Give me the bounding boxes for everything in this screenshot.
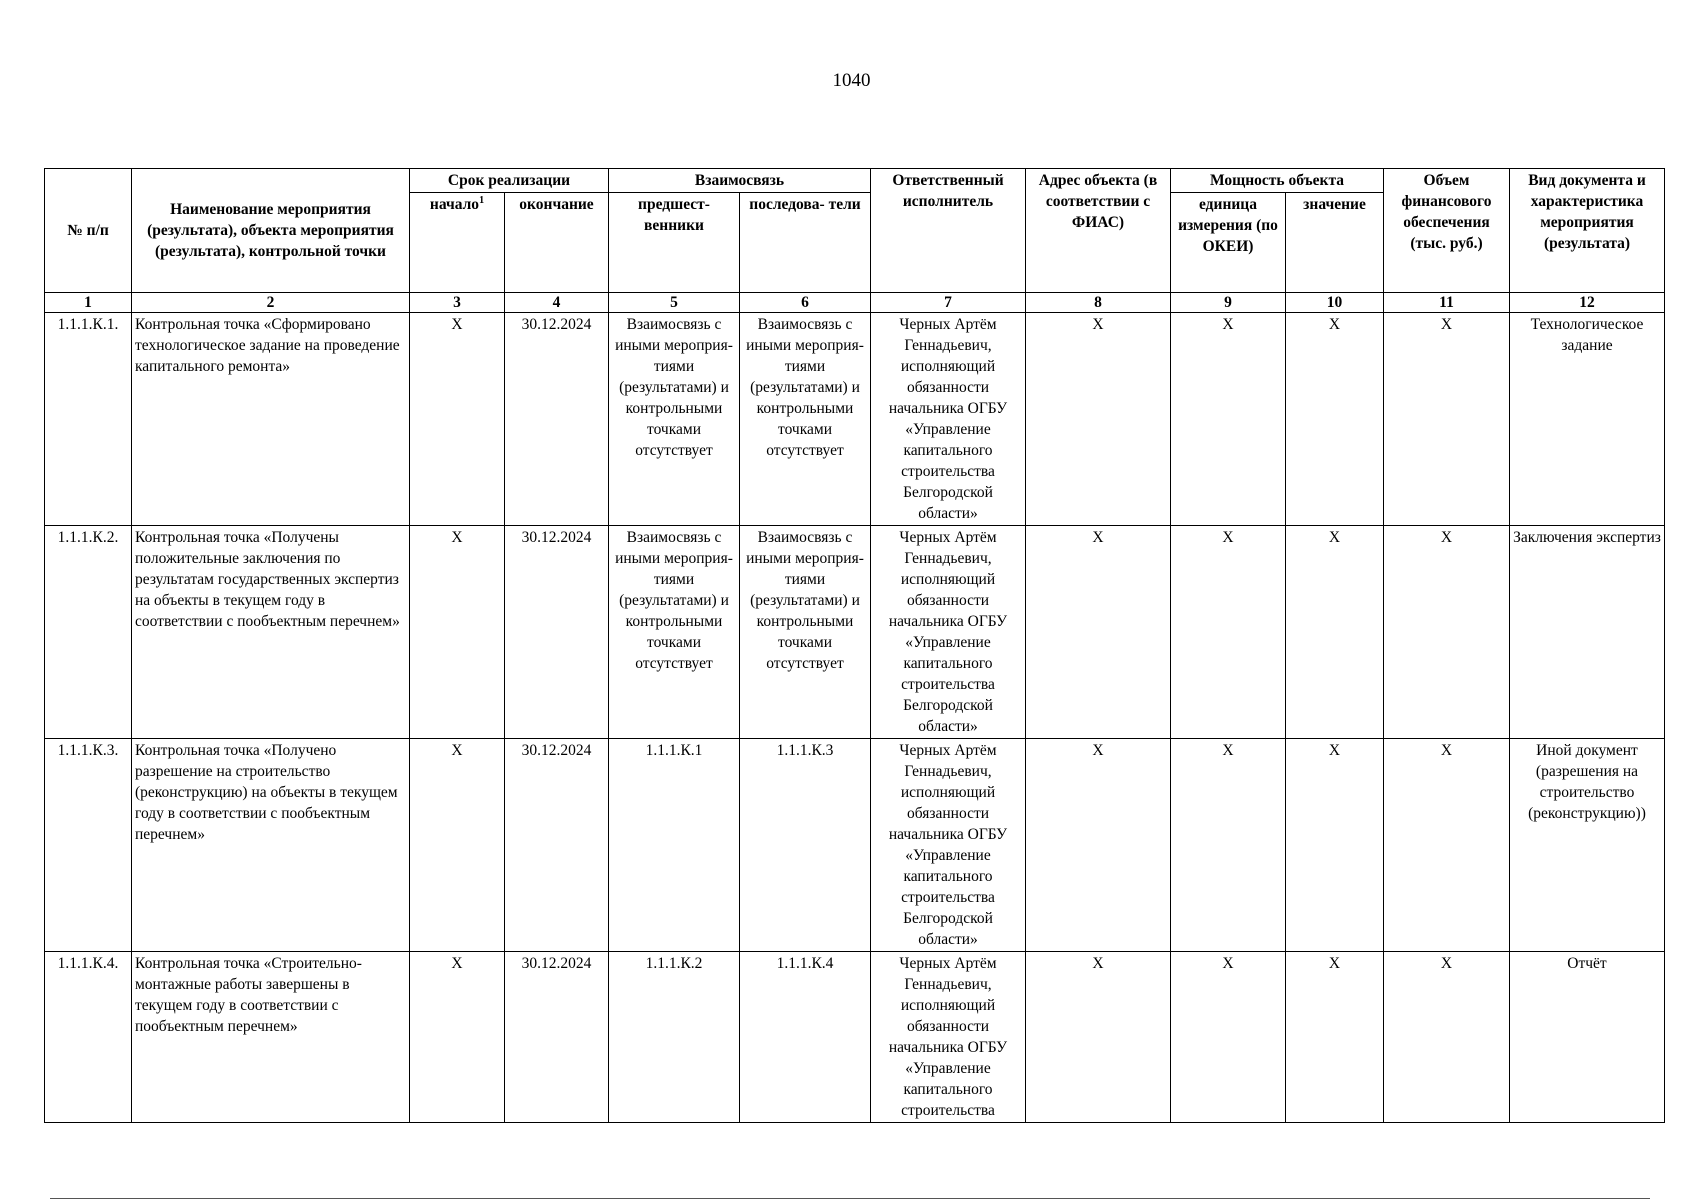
row-address: Х xyxy=(1026,313,1171,526)
row-predecessors: Взаимосвязь с иными мероприя- тиями (результатами) и контрольными точками отсутствует xyxy=(609,526,740,739)
header-doc-type: Вид документа и характеристика мероприятия (результата) xyxy=(1510,169,1665,293)
row-doc: Заключения экспертиз xyxy=(1510,526,1665,739)
row-doc: Технологическое задание xyxy=(1510,313,1665,526)
row-finance: Х xyxy=(1384,952,1510,1123)
column-number: 1 xyxy=(45,293,132,313)
header-start-label: начало xyxy=(429,196,480,213)
row-responsible: Черных Артём Геннадьевич, исполняющий обязанности начальника ОГБУ «Управление капитального строительства Белгородской области» xyxy=(871,526,1026,739)
row-name: Контрольная точка «Получено разрешение на строительство (реконструкцию) на объекты в текущем году в соответствии с пообъектным перечнем» xyxy=(132,739,410,952)
table-row xyxy=(45,313,1665,526)
header-responsible: Ответственный исполнитель xyxy=(871,169,1026,293)
header-successors: последова- тели xyxy=(740,193,871,293)
header-period: Срок реализации xyxy=(410,169,609,193)
row-unit: Х xyxy=(1171,526,1286,739)
row-doc: Отчёт xyxy=(1510,952,1665,1123)
row-value: Х xyxy=(1286,739,1384,952)
header-row-1 xyxy=(45,169,1665,193)
table-row xyxy=(45,952,1665,1123)
row-end: 30.12.2024 xyxy=(505,952,609,1123)
row-doc: Иной документ (разрешения на строительство (реконструкцию)) xyxy=(1510,739,1665,952)
row-value: Х xyxy=(1286,313,1384,526)
row-start: Х xyxy=(410,313,505,526)
row-responsible: Черных Артём Геннадьевич, исполняющий обязанности начальника ОГБУ «Управление капитального строительства Белгородской области» xyxy=(871,313,1026,526)
header-predecessors: предшест- венники xyxy=(609,193,740,293)
row-end: 30.12.2024 xyxy=(505,526,609,739)
column-number: 9 xyxy=(1171,293,1286,313)
row-start: Х xyxy=(410,739,505,952)
header-end: окончание xyxy=(505,193,609,293)
column-number-row xyxy=(45,293,1665,313)
plan-table xyxy=(44,168,1665,1123)
row-unit: Х xyxy=(1171,739,1286,952)
column-number: 11 xyxy=(1384,293,1510,313)
row-name: Контрольная точка «Строительно-монтажные работы завершены в текущем году в соответствии с пообъектным перечнем» xyxy=(132,952,410,1123)
row-unit: Х xyxy=(1171,952,1286,1123)
row-successors: Взаимосвязь с иными мероприя- тиями (результатами) и контрольными точками отсутствует xyxy=(740,313,871,526)
row-name: Контрольная точка «Сформировано технологическое задание на проведение капитального ремонта» xyxy=(132,313,410,526)
header-capacity: Мощность объекта xyxy=(1171,169,1384,193)
row-num: 1.1.1.К.3. xyxy=(45,739,132,952)
row-finance: Х xyxy=(1384,739,1510,952)
header-address: Адрес объекта (в соответствии с ФИАС) xyxy=(1026,169,1171,293)
header-unit: единица измерения (по ОКЕИ) xyxy=(1171,193,1286,293)
row-finance: Х xyxy=(1384,313,1510,526)
row-responsible: Черных Артём Геннадьевич, исполняющий обязанности начальника ОГБУ «Управление капитального строительства xyxy=(871,952,1026,1123)
column-number: 6 xyxy=(740,293,871,313)
row-predecessors: Взаимосвязь с иными мероприя- тиями (результатами) и контрольными точками отсутствует xyxy=(609,313,740,526)
column-number: 3 xyxy=(410,293,505,313)
row-address: Х xyxy=(1026,739,1171,952)
row-num: 1.1.1.К.4. xyxy=(45,952,132,1123)
column-number: 2 xyxy=(132,293,410,313)
header-finance: Объем финансового обеспечения (тыс. руб.) xyxy=(1384,169,1510,293)
row-address: Х xyxy=(1026,952,1171,1123)
header-name: Наименование мероприятия (результата), объекта мероприятия (результата), контрольной точки xyxy=(132,169,410,293)
row-num: 1.1.1.К.2. xyxy=(45,526,132,739)
row-num: 1.1.1.К.1. xyxy=(45,313,132,526)
row-name: Контрольная точка «Получены положительные заключения по результатам государственных экспертиз на объекты в текущем году в соответствии с пообъектным перечнем» xyxy=(132,526,410,739)
row-start: Х xyxy=(410,952,505,1123)
header-start xyxy=(410,193,505,293)
row-successors: 1.1.1.К.4 xyxy=(740,952,871,1123)
row-start: Х xyxy=(410,526,505,739)
row-finance: Х xyxy=(1384,526,1510,739)
row-predecessors: 1.1.1.К.1 xyxy=(609,739,740,952)
row-predecessors: 1.1.1.К.2 xyxy=(609,952,740,1123)
row-end: 30.12.2024 xyxy=(505,739,609,952)
page-number: 1040 xyxy=(832,70,871,91)
row-end: 30.12.2024 xyxy=(505,313,609,526)
table-row xyxy=(45,739,1665,952)
column-number: 8 xyxy=(1026,293,1171,313)
scan-artifact-line xyxy=(50,1198,1650,1199)
row-successors: 1.1.1.К.3 xyxy=(740,739,871,952)
row-unit: Х xyxy=(1171,313,1286,526)
header-value: значение xyxy=(1286,193,1384,293)
table-row xyxy=(45,526,1665,739)
row-value: Х xyxy=(1286,952,1384,1123)
row-value: Х xyxy=(1286,526,1384,739)
column-number: 12 xyxy=(1510,293,1665,313)
header-relation: Взаимосвязь xyxy=(609,169,871,193)
header-num: № п/п xyxy=(45,169,132,293)
header-start-footnote: 1 xyxy=(479,194,485,206)
column-number: 5 xyxy=(609,293,740,313)
row-address: Х xyxy=(1026,526,1171,739)
column-number: 7 xyxy=(871,293,1026,313)
row-successors: Взаимосвязь с иными мероприя- тиями (результатами) и контрольными точками отсутствует xyxy=(740,526,871,739)
column-number: 4 xyxy=(505,293,609,313)
column-number: 10 xyxy=(1286,293,1384,313)
row-responsible: Черных Артём Геннадьевич, исполняющий обязанности начальника ОГБУ «Управление капитального строительства Белгородской области» xyxy=(871,739,1026,952)
